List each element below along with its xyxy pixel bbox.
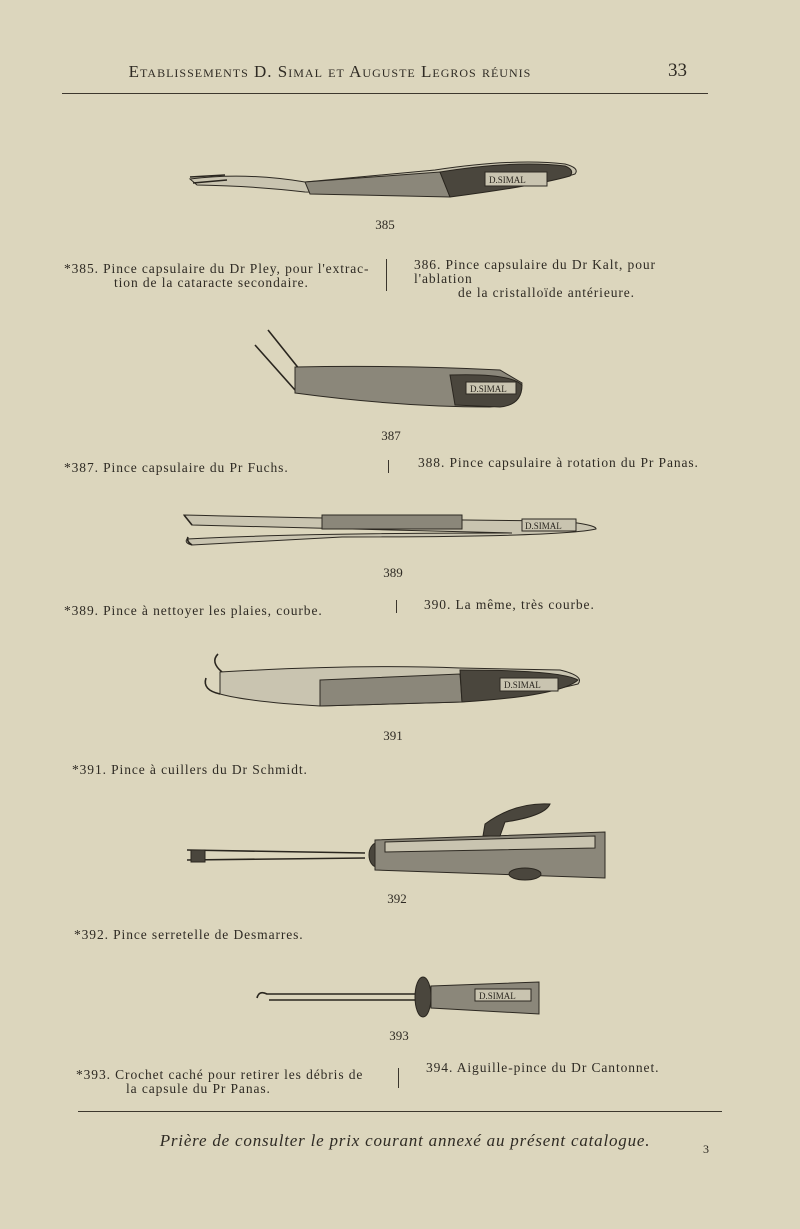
instrument-illustration-391	[200, 650, 590, 710]
figure-label-391: 391	[383, 728, 403, 743]
column-divider	[388, 460, 389, 473]
header-rule	[62, 93, 708, 94]
caption-391: *391. Pince à cuillers du Dr Schmidt.	[72, 762, 308, 777]
column-divider	[386, 259, 387, 291]
footer-rule	[78, 1111, 722, 1112]
caption-388: 388. Pince capsulaire à rotation du Pr Panas.	[418, 455, 699, 470]
instrument-illustration-392	[185, 798, 610, 888]
instrument-illustration-393	[255, 972, 545, 1022]
brand-mark: D.SIMAL	[479, 991, 516, 1001]
brand-mark: D.SIMAL	[504, 680, 541, 690]
instrument-illustration-387	[250, 325, 535, 415]
brand-mark: D.SIMAL	[525, 521, 562, 531]
column-divider	[398, 1068, 399, 1088]
caption-392: *392. Pince serretelle de Desmarres.	[74, 927, 304, 942]
caption-385-line-2: tion de la cataracte secondaire.	[114, 275, 309, 290]
instrument-illustration-389	[182, 507, 602, 553]
caption-386-line-2: de la cristalloïde antérieure.	[458, 285, 635, 300]
column-divider	[396, 600, 397, 613]
caption-393	[76, 1068, 386, 1096]
brand-mark: D.SIMAL	[489, 175, 526, 185]
caption-393-line-1: *393. Crochet caché pour retirer les débris de	[76, 1067, 364, 1082]
caption-385	[64, 262, 374, 290]
caption-386	[414, 258, 714, 300]
instrument-illustration-385	[185, 152, 585, 207]
brand-mark: D.SIMAL	[470, 384, 507, 394]
figure-label-393: 393	[389, 1028, 409, 1043]
caption-389: *389. Pince à nettoyer les plaies, courbe.	[64, 603, 323, 618]
footer-note: Prière de consulter le prix courant annexé au présent catalogue.	[159, 1131, 651, 1150]
sheet-number: 3	[703, 1142, 709, 1156]
caption-390: 390. La même, très courbe.	[424, 597, 595, 612]
page-header-title: Etablissements D. Simal et Auguste Legros réunis	[128, 62, 532, 81]
figure-label-389: 389	[383, 565, 403, 580]
caption-393-line-2: la capsule du Pr Panas.	[126, 1081, 271, 1096]
caption-385-line-1: *385. Pince capsulaire du Dr Pley, pour l'extrac-	[64, 261, 370, 276]
caption-386-line-1: 386. Pince capsulaire du Dr Kalt, pour l'ablation	[414, 257, 656, 286]
caption-394: 394. Aiguille-pince du Dr Cantonnet.	[426, 1060, 660, 1075]
figure-label-387: 387	[381, 428, 401, 443]
figure-label-392: 392	[387, 891, 407, 906]
figure-label-385: 385	[375, 217, 395, 232]
caption-387: *387. Pince capsulaire du Pr Fuchs.	[64, 460, 289, 475]
page-number: 33	[668, 60, 687, 81]
